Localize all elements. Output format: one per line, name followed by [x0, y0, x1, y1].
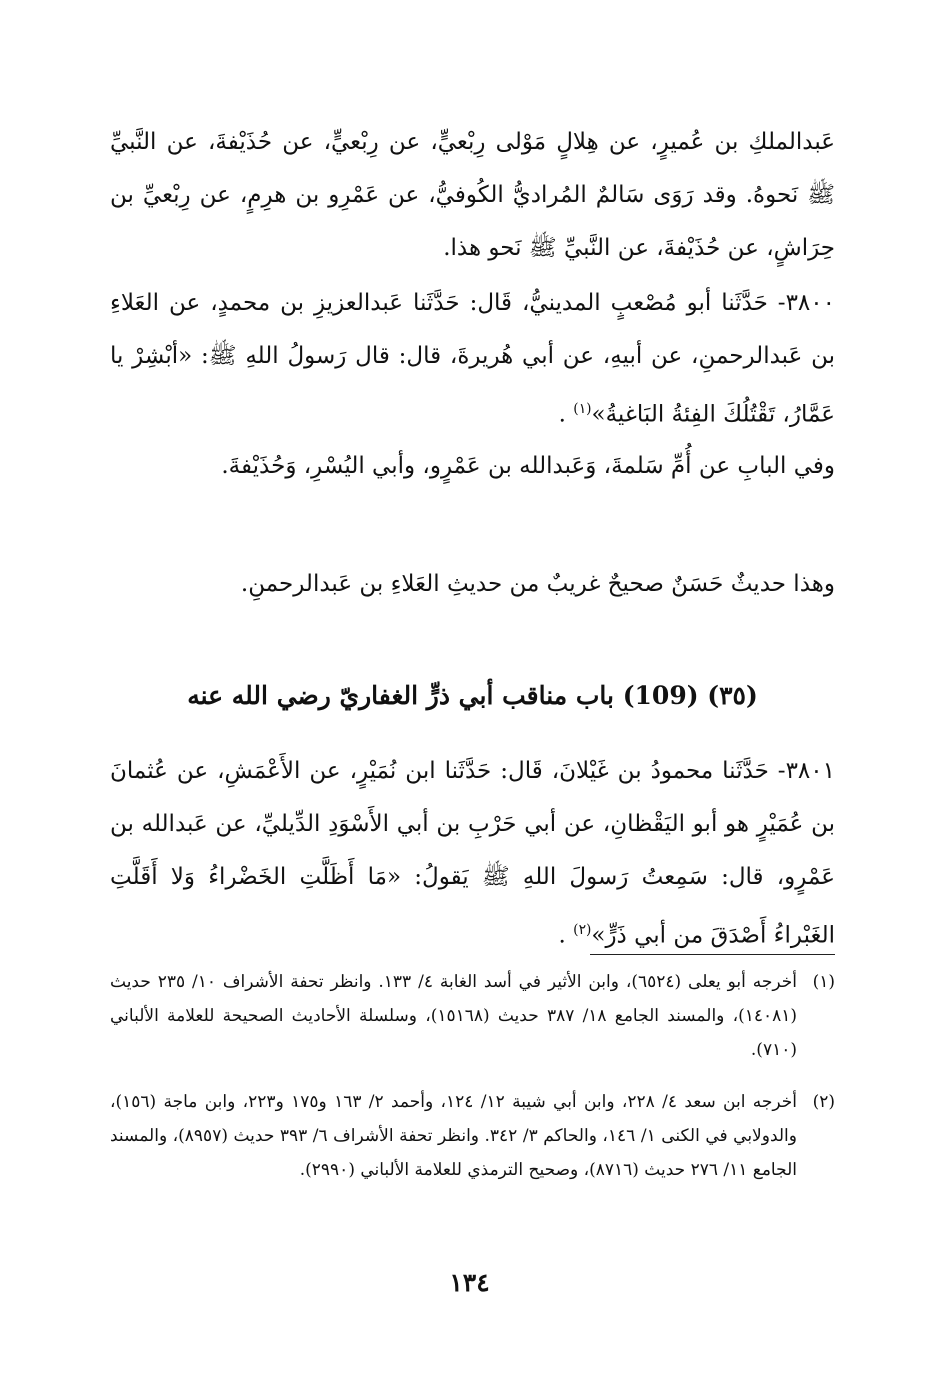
footnote-separator [590, 954, 835, 955]
footnote-ref-1[interactable]: (١) [573, 401, 592, 417]
paragraph-hadith-3801 [110, 745, 835, 963]
chapter-heading: (٣٥) (109) باب مناقب أبي ذرٍّ الغفاريّ رضي الله عنه [187, 681, 758, 710]
hadith-3801-end: . [558, 922, 574, 949]
footnote-ref-2[interactable]: (٢) [573, 922, 592, 938]
hadith-3800-text: ٣٨٠٠- حَدَّثَنا أبو مُصْعبٍ المدينيُّ، قَال: حَدَّثَنا عَبدالعزيزِ بن محمدٍ، عن العَلاءِ بن عَبدالرحمنِ، عن أبيهِ، عن أبي هُريرةَ، قال: قال رَسولُ اللهِ ﷺ: «أبْشِرْ يا عَمَّارُ، تَقْتُلُكَ الفِئةُ البَاغيةُ» [110, 290, 835, 428]
paragraph-chapter-references: وفي البابِ عن أُمِّ سَلمةَ، وَعَبدالله بن عَمْرٍو، وأبي اليُسْرِ، وَحُذَيْفةَ. [221, 453, 835, 479]
page-number: ١٣٤ [449, 1268, 490, 1297]
footnote-2 [110, 1085, 835, 1187]
footnote-1-number: (١) [812, 972, 835, 992]
paragraph-hadith-grading: وهذا حديثٌ حَسَنٌ صحيحٌ غريبٌ من حديثِ العَلاءِ بن عَبدالرحمنِ. [240, 571, 835, 597]
paragraph-hadith-3800 [110, 277, 835, 442]
footnote-1 [110, 965, 835, 1067]
hadith-3800-end: . [558, 401, 574, 428]
footnote-2-number: (٢) [812, 1092, 835, 1112]
footnote-2-text: أخرجه ابن سعد ٤/ ٢٢٨، وابن أبي شيبة ١٢/ ١٢٤، وأحمد ٢/ ١٦٣ و١٧٥ و٢٢٣، وابن ماجة (١٥٦)، والدولابي في الكنى ١/ ١٤٦، والحاكم ٣/ ٣٤٢. وانظر تحفة الأشراف ٦/ ٣٩٣ حديث (٨٩٥٧)، والمسند الجامع ١١/ ٢٧٦ حديث (٨٧١٦)، وصحيح الترمذي للعلامة الألباني (٢٩٩٠). [110, 1092, 797, 1180]
hadith-3801-text: ٣٨٠١- حَدَّثَنا محمودُ بن غَيْلانَ، قَال: حَدَّثَنا ابن نُمَيْرٍ، عن الأَعْمَشِ، عن عُثمانَ بن عُمَيْرٍ هو أبو اليَقْظانِ، عن أبي حَرْبِ بن أبي الأَسْوَدِ الدِّيليِّ، عن عَبدالله بن عَمْرٍو، قال: سَمِعتُ رَسولَ اللهِ ﷺ يَقولُ: «مَا أَظَلَّتِ الخَضْراءُ وَلا أَقَلَّتِ الغَبْراءُ أَصْدَقَ من أبي ذَرٍّ» [110, 758, 835, 949]
footnote-1-text: أخرجه أبو يعلى (٦٥٢٤)، وابن الأثير في أسد الغابة ٤/ ١٣٣. وانظر تحفة الأشراف ١٠/ ٢٣٥ حديث (١٤٠٨١)، والمسند الجامع ١٨/ ٣٨٧ حديث (١٥١٦٨)، وسلسلة الأحاديث الصحيحة للعلامة الألباني (٧١٠). [110, 972, 798, 1060]
paragraph-hadith-continuation: عَبدالملكِ بن عُميرٍ، عن هِلالٍ مَوْلى رِبْعيٍّ، عن رِبْعيٍّ، عن حُذَيْفةَ، عن النَّبيِّ ﷺ نَحوهُ. وقد رَوَى سَالمٌ المُراديُّ الكُوفيُّ، عن عَمْرِو بن هرِمٍ، عن رِبْعيِّ بن حِرَاشٍ، عن حُذَيْفةَ، عن النَّبيِّ ﷺ نَحو هذا. [110, 129, 835, 261]
